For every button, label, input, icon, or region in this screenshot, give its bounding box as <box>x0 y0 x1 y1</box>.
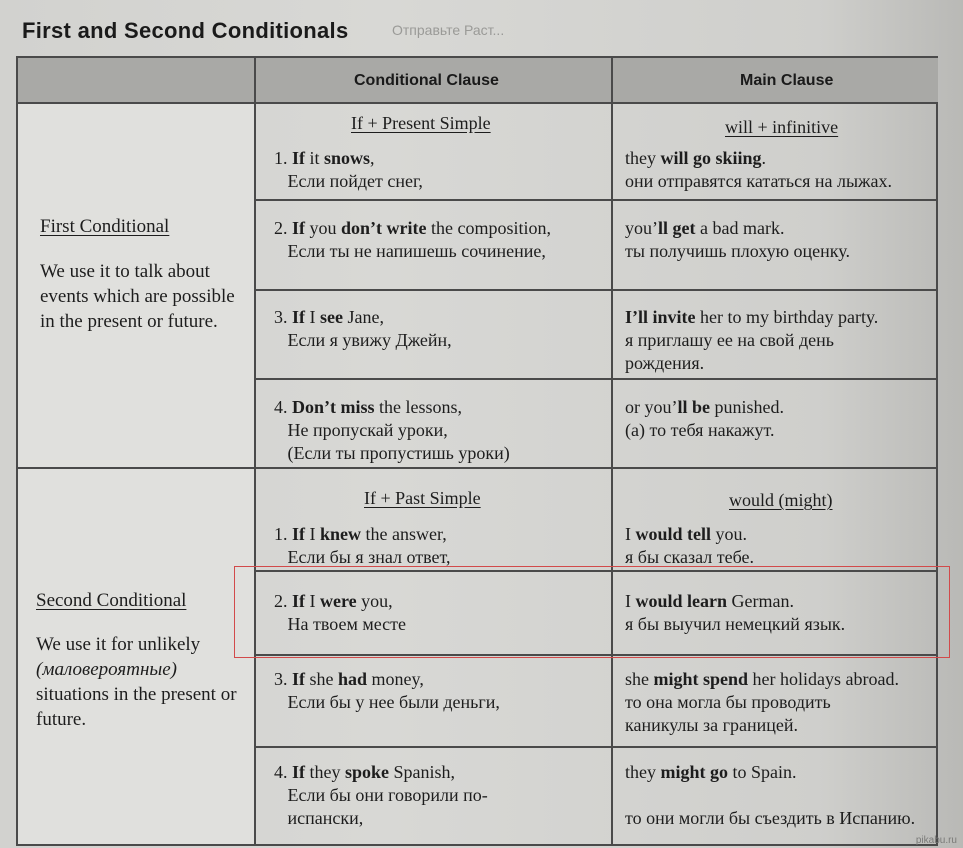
second-conditional-description <box>36 632 246 732</box>
first-conditional-description: We use it to talk about events which are possible in the present or future. <box>40 261 235 332</box>
first-example-1-main: they will go skiing. они отправятся кататься на лыжах. <box>625 148 892 191</box>
first-conditional-title: First Conditional <box>40 216 170 237</box>
left-header-fill <box>18 58 256 102</box>
second-example-1-main: I would tell you. я бы сказал тебе. <box>625 524 754 567</box>
first-example-3-condition: 3. If I see Jane, Если я увижу Джейн, <box>274 307 452 350</box>
divider-middle <box>611 58 613 844</box>
second-description-note: (маловероятные) <box>36 659 178 680</box>
first-example-4-main: or you’ll be punished. (а) то тебя накажут. <box>625 397 785 440</box>
second-description-part-1: We use it for unlikely <box>36 634 201 655</box>
first-example-2-main: you’ll get a bad mark. ты получишь плохую оценку. <box>625 218 850 261</box>
second-example-2-main: I would learn German. я бы выучил немецкий язык. <box>625 591 846 634</box>
highlight-box <box>234 566 950 658</box>
first-example-4-condition: 4. Don’t miss the lessons, Не пропускай уроки, (Если ты пропустишь уроки) <box>274 397 510 463</box>
row-line-2 <box>254 289 936 291</box>
second-main-formula: would (might) <box>729 490 833 510</box>
second-conditional-title: Second Conditional <box>36 590 187 611</box>
header-fragment: Отправьте Раст... <box>392 22 505 38</box>
second-example-3-condition: 3. If she had money, Если бы у нее были деньги, <box>274 669 500 712</box>
section-divider <box>18 467 936 469</box>
left-panel-fill <box>18 102 256 844</box>
row-line-3 <box>254 378 936 380</box>
conditional-clause-header: Conditional Clause <box>354 72 499 89</box>
divider-left <box>254 58 256 844</box>
second-example-3-main: she might spend her holidays abroad. то она могла бы проводить каникулы за границей. <box>625 669 899 735</box>
first-example-1-condition: 1. If it snows, Если пойдет снег, <box>274 148 423 191</box>
second-condition-formula: If + Past Simple <box>364 488 481 508</box>
page-title: First and Second Conditionals <box>22 18 349 43</box>
second-example-4-condition: 4. If they spoke Spanish, Если бы они говорили по- испански, <box>274 762 488 828</box>
first-example-3-main: I’ll invite her to my birthday party. я приглашу ее на свой день рождения. <box>625 307 879 373</box>
row-line-1 <box>254 199 936 201</box>
main-clause-header: Main Clause <box>740 72 834 89</box>
watermark: pikabu.ru <box>915 835 957 846</box>
row-line-7 <box>254 746 936 748</box>
header-bottom-line <box>18 102 936 104</box>
second-example-1-condition: 1. If I knew the answer, Если бы я знал ответ, <box>274 524 451 567</box>
conditionals-table <box>16 56 938 846</box>
first-main-formula: will + infinitive <box>725 117 839 137</box>
second-example-4-main: they might go to Spain. то они могли бы съездить в Испанию. <box>625 762 916 828</box>
first-condition-formula: If + Present Simple <box>351 113 491 133</box>
first-example-2-condition: 2. If you don’t write the composition, Если ты не напишешь сочинение, <box>274 218 551 261</box>
second-example-2-condition: 2. If I were you, На твоем месте <box>274 591 407 634</box>
second-description-part-2: situations in the present or future. <box>36 684 237 730</box>
